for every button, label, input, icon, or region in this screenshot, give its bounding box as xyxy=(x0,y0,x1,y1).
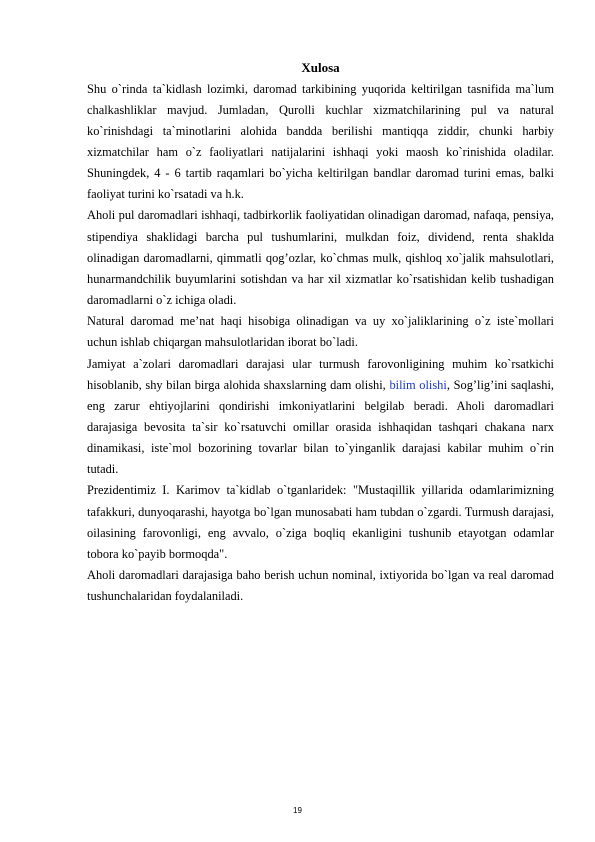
paragraph-2: Aholi pul daromadlari ishhaqi, tadbirkorlik faoliyatidan olinadigan daromad, nafaqa, pensiya, stipendiya shaklidagi barcha pul tushumlarini, mulkdan foiz, dividend, renta shaklda olinadigan daromadlarni, qimmatli qog’ozlar, ko`chmas mulk, qishloq xo`jalik mahsulotlari, hunarmandchilik buyumlarini sotishdan va har xil xizmatlar ko`rsatishidan kelib tushadigan daromadlarni o`z ichiga oladi. xyxy=(87,208,554,308)
paragraph-4-text-end: , Sog’lig’ini saqlashi, eng zarur ehtiyojlarini qondirishi imkoniyatlarini belgilab beradi. Aholi daromadlari darajasiga bevosita ta`sir ko`rsatuvchi omillar orasida ishhaqidan tashqari chakana narx dinamikasi, iste`mol bozorining tovarlar bilan to`yinganlik darajasi kabilar muhim o`rin tutadi. xyxy=(87,377,554,477)
bilim-olishi-link[interactable]: bilim olishi xyxy=(389,377,447,392)
section-heading: Xulosa xyxy=(301,60,340,75)
paragraph-1: Shu o`rinda ta`kidlash lozimki, daromad tarkibining yuqorida keltirilgan tasnifida ma`lum chalkashliklar mavjud. Jumladan, Qurolli kuchlar xizmatchilarining pul va natural ko`rinishdagi ta`minotlarini alohida bandda berilishi mantiqqa ziddir, chunki harbiy xizmatchilar ham o`z faoliyatlari natijalarini ishhaqi yoki maosh ko`rinishida oladilar. Shuningdek, 4 - 6 tartib raqamlari bo`yicha keltirilgan bandlar daromad turini emas, balki faoliyat turini ko`rsatadi va h.k. xyxy=(87,81,554,202)
document-page xyxy=(87,58,554,607)
page-number: 19 xyxy=(293,806,302,815)
paragraph-4 xyxy=(87,354,554,481)
paragraph-5: Prezidentimiz I. Karimov ta`kidlab o`tganlaridek: "Mustaqillik yillarida odamlarimizning tafakkuri, dunyoqarashi, hayotga bo`lgan munosabati ham tubdan o`zgardi. Turmush darajasi, oilasining farovonligi, eng avvalo, o`ziga boqliq ekanligini tushunib etayotgan odamlar tobora ko`payib bormoqda". xyxy=(87,483,554,561)
paragraph-3: Natural daromad me’nat haqi hisobiga olinadigan va uy xo`jaliklarining o`z iste`mollari uchun ishlab chiqargan mahsulotlaridan iborat bo`ladi. xyxy=(87,314,554,350)
paragraph-6: Aholi daromadlari darajasiga baho berish uchun nominal, ixtiyorida bo`lgan va real daromad tushunchalaridan foydalaniladi. xyxy=(87,568,554,604)
paragraph-4-text-start: Jamiyat a`zolari daromadlari darajasi ular turmush farovonligining muhim ko`rsatkichi hisoblanib, shy bilan birga alohida shaxslarning dam olishi, xyxy=(87,356,554,392)
